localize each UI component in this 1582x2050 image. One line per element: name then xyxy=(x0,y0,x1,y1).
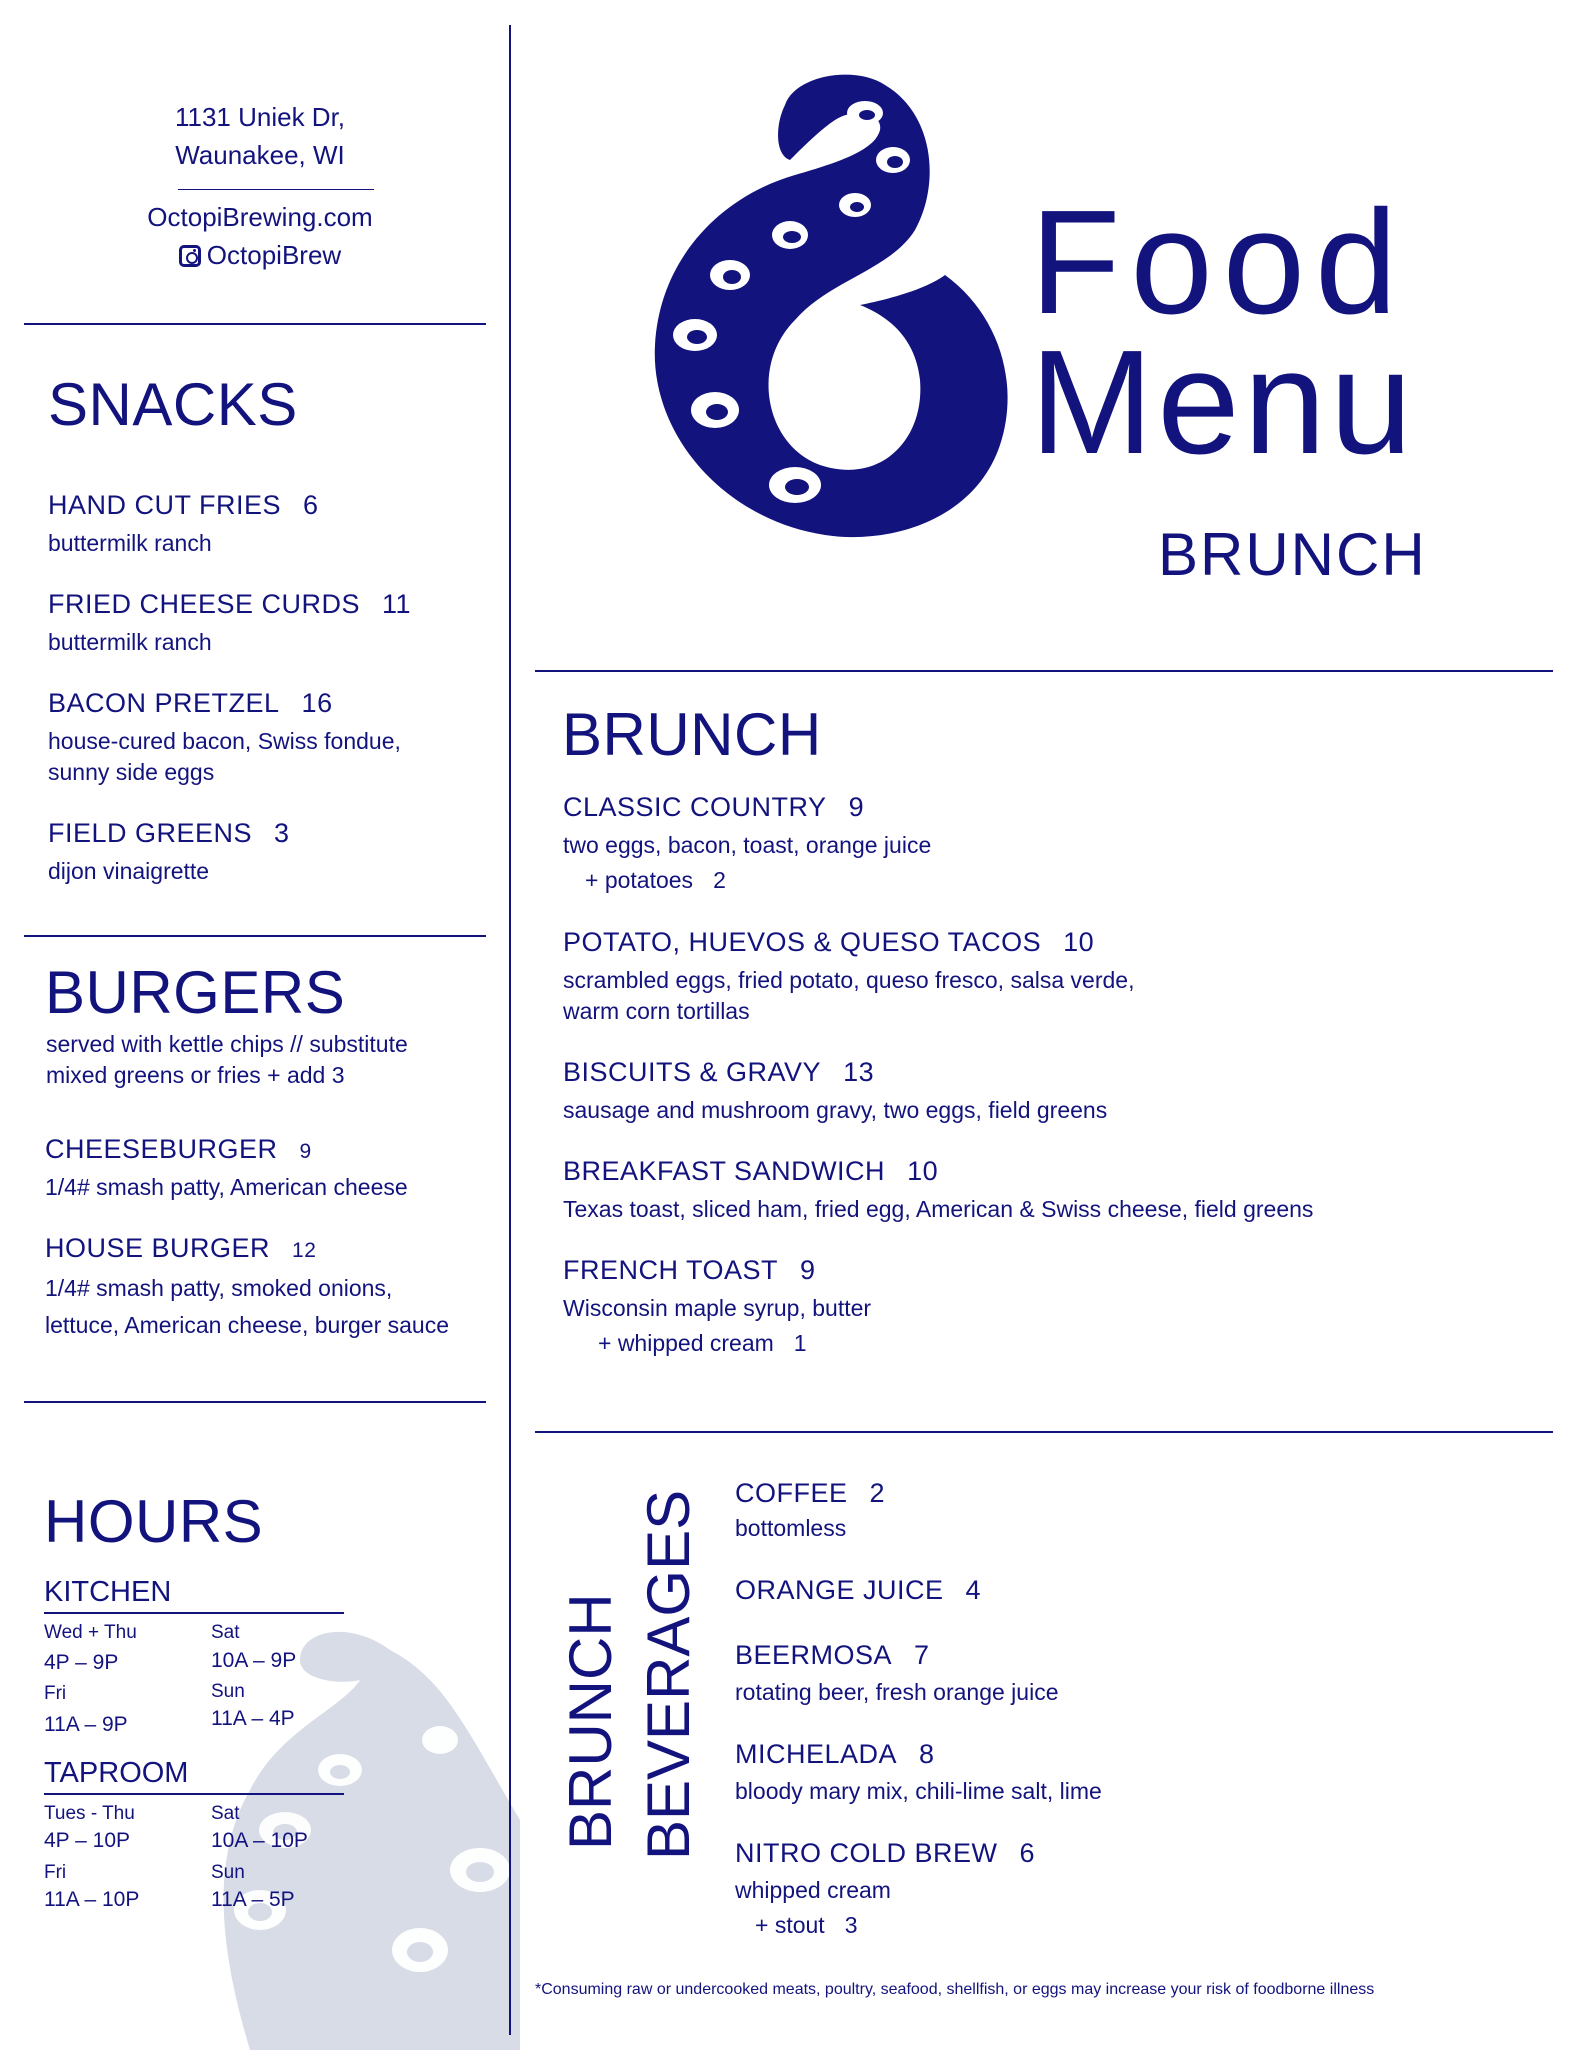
beverages-title xyxy=(552,1440,708,1860)
hours-day: Sat xyxy=(211,1803,240,1824)
menu-item-name: BACON PRETZEL 16 xyxy=(48,688,333,718)
hours-day: Sun xyxy=(211,1681,245,1702)
menu-item-name: HOUSE BURGER 12 xyxy=(45,1233,317,1263)
menu-item-desc: rotating beer, fresh orange juice xyxy=(735,1679,1059,1705)
header-subtitle: BRUNCH xyxy=(1158,521,1427,588)
menu-item-name: CLASSIC COUNTRY 9 xyxy=(563,792,865,822)
menu-item-desc: 1/4# smash patty, smoked onions, lettuce, American cheese, burger sauce xyxy=(45,1275,450,1338)
menu-item-name: HAND CUT FRIES 6 xyxy=(48,490,319,520)
hours-time: 10A – 9P xyxy=(211,1649,297,1672)
contact-links xyxy=(10,198,510,274)
hours-day: Tues - Thu xyxy=(44,1803,135,1824)
hours-title: HOURS xyxy=(44,1488,264,1555)
menu-item-desc: sausage and mushroom gravy, two eggs, field greens xyxy=(563,1097,1108,1123)
beverages-title-line-1: BRUNCH xyxy=(557,1593,624,1850)
menu-item-name: FIELD GREENS 3 xyxy=(48,818,290,848)
menu-item-name: BEERMOSA 7 xyxy=(735,1640,930,1670)
menu-item-name: NITRO COLD BREW 6 xyxy=(735,1838,1036,1868)
menu-item-name: ORANGE JUICE 4 xyxy=(735,1575,982,1605)
header-bottom-rule xyxy=(535,670,1553,672)
menu-item-name: COFFEE 2 xyxy=(735,1478,886,1508)
menu-item-name: POTATO, HUEVOS & QUESO TACOS 10 xyxy=(563,927,1095,957)
taproom-label: TAPROOM xyxy=(44,1757,189,1789)
column-divider xyxy=(509,25,511,2035)
menu-item-desc: 1/4# smash patty, American cheese xyxy=(45,1174,408,1200)
hours-time: 11A – 4P xyxy=(211,1707,295,1730)
hours-day: Sat xyxy=(211,1622,240,1643)
menu-item-desc: bloody mary mix, chili-lime salt, lime xyxy=(735,1778,1102,1804)
address-line-1: 1131 Uniek Dr, xyxy=(174,102,346,132)
contact-divider xyxy=(178,189,374,190)
contact-bottom-rule xyxy=(24,323,486,325)
menu-item-name: BREAKFAST SANDWICH 10 xyxy=(563,1156,939,1186)
menu-item-desc: bottomless xyxy=(735,1515,847,1541)
hours-day: Sun xyxy=(211,1862,245,1883)
hours-day: Wed + Thu xyxy=(44,1622,137,1643)
header-title-line-1: Food xyxy=(1030,180,1408,345)
address-line-2: Waunakee, WI xyxy=(175,140,345,170)
hours-time: 11A – 10P xyxy=(44,1888,140,1911)
brunch-title: BRUNCH xyxy=(562,701,822,768)
menu-item-name: FRENCH TOAST 9 xyxy=(563,1255,816,1285)
hours-time: 10A – 10P xyxy=(211,1829,308,1852)
hours-time: 4P – 9P xyxy=(44,1651,119,1674)
header-title-line-2: Menu xyxy=(1030,320,1417,485)
brunch-bottom-rule xyxy=(535,1431,1553,1433)
menu-item-addon: + stout 3 xyxy=(755,1912,858,1938)
kitchen-rule xyxy=(44,1612,344,1614)
menu-item-addon: + potatoes 2 xyxy=(585,867,726,893)
snacks-bottom-rule xyxy=(24,935,486,937)
burgers-bottom-rule xyxy=(24,1401,486,1403)
menu-item-name: CHEESEBURGER 9 xyxy=(45,1134,312,1164)
hours-day: Fri xyxy=(44,1683,67,1704)
hours-day: Fri xyxy=(44,1862,67,1883)
disclaimer: *Consuming raw or undercooked meats, poultry, seafood, shellfish, or eggs may increase your risk of foodborne illness xyxy=(535,1981,1375,1998)
menu-item-desc: two eggs, bacon, toast, orange juice xyxy=(563,832,932,858)
menu-item-desc: buttermilk ranch xyxy=(48,530,212,556)
hours-time: 11A – 5P xyxy=(211,1888,295,1911)
menu-item-desc: house-cured bacon, Swiss fondue, sunny side eggs xyxy=(48,728,401,785)
burgers-note: served with kettle chips // substitute mixed greens or fries + add 3 xyxy=(46,1031,408,1088)
website-link[interactable]: OctopiBrewing.com xyxy=(147,202,373,232)
menu-item-desc: dijon vinaigrette xyxy=(48,858,210,884)
snacks-title: SNACKS xyxy=(48,371,298,438)
menu-item-desc: Texas toast, sliced ham, fried egg, American & Swiss cheese, field greens xyxy=(563,1196,1314,1222)
menu-item-desc: buttermilk ranch xyxy=(48,629,212,655)
menu-item-addon: + whipped cream 1 xyxy=(598,1330,807,1356)
kitchen-label: KITCHEN xyxy=(44,1576,172,1608)
menu-item-name: BISCUITS & GRAVY 13 xyxy=(563,1057,875,1087)
instagram-handle[interactable] xyxy=(10,236,510,274)
beverages-title-line-2: BEVERAGES xyxy=(635,1489,702,1860)
instagram-icon xyxy=(179,245,201,267)
menu-item-name: FRIED CHEESE CURDS 11 xyxy=(48,589,412,619)
menu-item-name: MICHELADA 8 xyxy=(735,1739,935,1769)
taproom-rule xyxy=(44,1793,344,1795)
instagram-label: OctopiBrew xyxy=(206,240,342,270)
hours-time: 4P – 10P xyxy=(44,1829,131,1852)
burgers-title: BURGERS xyxy=(45,959,346,1026)
menu-item-desc: whipped cream xyxy=(735,1877,891,1903)
hours-time: 11A – 9P xyxy=(44,1713,128,1736)
menu-item-desc: Wisconsin maple syrup, butter xyxy=(563,1295,872,1321)
menu-item-desc: scrambled eggs, fried potato, queso fresco, salsa verde, warm corn tortillas xyxy=(563,967,1135,1024)
octopus-tentacle-logo-icon xyxy=(625,65,1025,545)
contact-block xyxy=(10,98,510,174)
